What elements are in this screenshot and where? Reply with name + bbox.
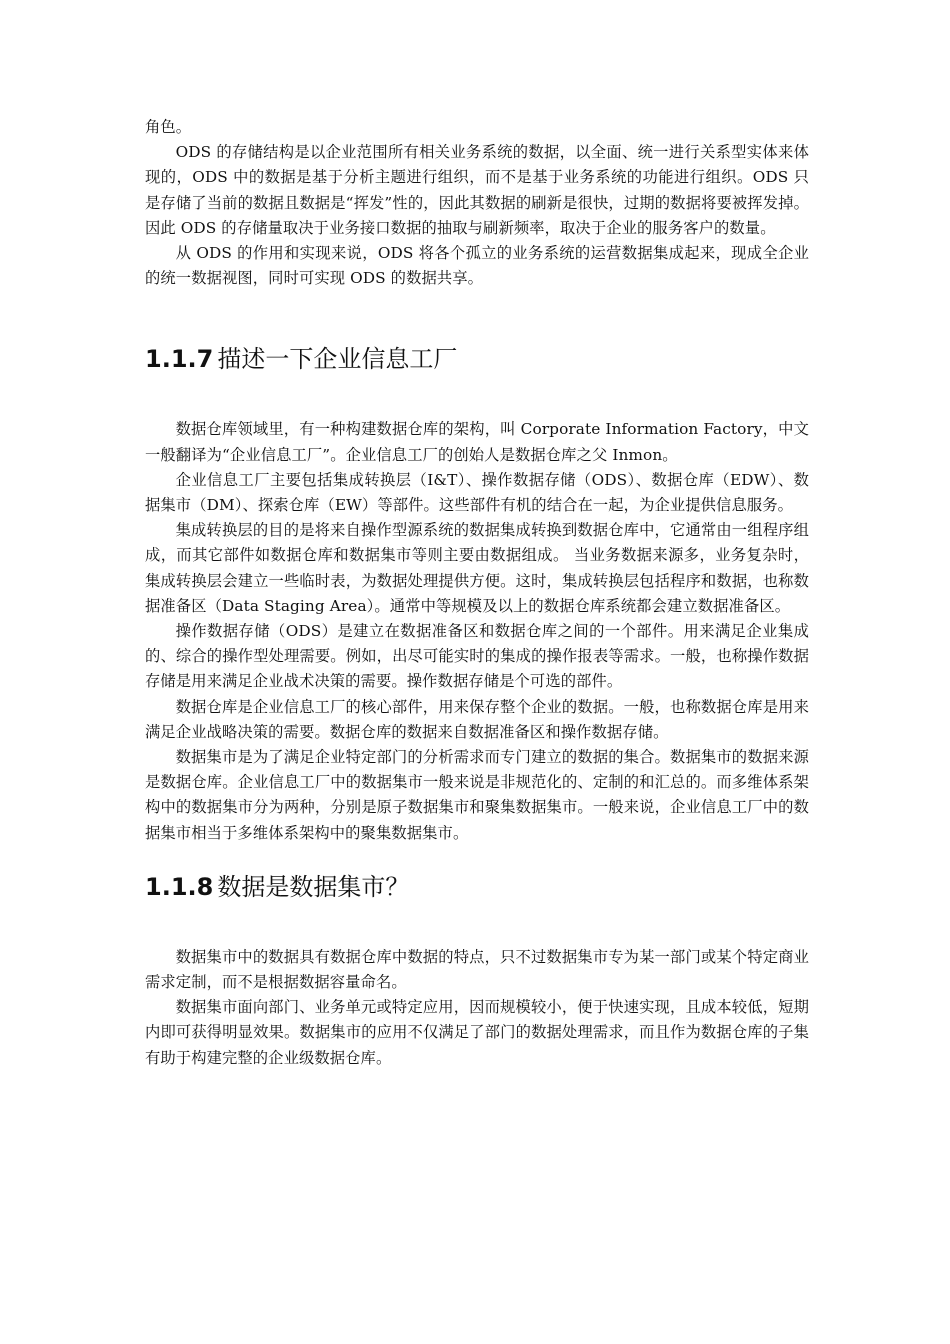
paragraph-ods: 操作数据存储（ODS）是建立在数据准备区和数据仓库之间的一个部件。用来满足企业集成的、综合的操作型处理需要。例如，出尽可能实时的集成的操作报表等需求。一般，也称操作数据存储是用来满足企业战术决策的需要。操作数据存储是个可选的部件。 <box>145 622 809 691</box>
paragraph-ods-role: 从 ODS 的作用和实现来说，ODS 将各个孤立的业务系统的运营数据集成起来，现成全企业的统一数据视图，同时可实现 ODS 的数据共享。 <box>145 244 809 288</box>
paragraph-ods-storage: ODS 的存储结构是以企业范围所有相关业务系统的数据，以全面、统一进行关系型实体来体现的，ODS 中的数据是基于分析主题进行组织，而不是基于业务系统的功能进行组织。ODS 只是存储了当前的数据且数据是“挥发”性的，因此其数据的刷新是很快，过期的数据将要被挥发掉。因此 ODS 的存储量取决于业务接口数据的抽取与刷新频率，取决于企业的服务客户的数量。 <box>145 143 809 237</box>
paragraph-integration-layer: 集成转换层的目的是将来自操作型源系统的数据集成转换到数据仓库中，它通常由一组程序组成，而其它部件如数据仓库和数据集市等则主要由数据组成。 当业务数据来源多，业务复杂时，集成转换层会建立一些临时表，为数据处理提供方便。这时，集成转换层包括程序和数据，也称数据准备区（Data Staging Area）。通常中等规模及以上的数据仓库系统都会建立数据准备区。 <box>145 521 809 615</box>
paragraph-cif-intro: 数据仓库领域里，有一种构建数据仓库的架构，叫 Corporate Information Factory，中文一般翻译为“企业信息工厂”。企业信息工厂的创始人是数据仓库之父 Inmon。 <box>145 420 809 464</box>
spacer <box>145 902 809 945</box>
paragraph-cif-components: 企业信息工厂主要包括集成转换层（I&T）、操作数据存储（ODS）、数据仓库（EDW）、数据集市（DM）、探索仓库（EW）等部件。这些部件有机的结合在一起，为企业提供信息服务。 <box>145 470 809 515</box>
document-page <box>145 115 809 1071</box>
paragraph-mart-benefits: 数据集市面向部门、业务单元或特定应用，因而规模较小，便于快速实现，且成本较低，短期内即可获得明显效果。数据集市的应用不仅满足了部门的数据处理需求，而且作为数据仓库的子集有助于构建完整的企业级数据仓库。 <box>145 998 809 1067</box>
paragraph-mart-definition: 数据集市中的数据具有数据仓库中数据的特点，只不过数据集市专为某一部门或某个特定商业需求定制，而不是根据数据容量命名。 <box>145 947 809 992</box>
spacer <box>145 291 809 344</box>
heading-number: 1.1.8 <box>145 872 214 901</box>
heading-number: 1.1.7 <box>145 345 214 374</box>
heading-title: 数据是数据集市？ <box>217 872 410 901</box>
spacer <box>145 846 809 872</box>
heading-title: 描述一下企业信息工厂 <box>217 345 458 374</box>
paragraph-continuation: 角色。 <box>145 118 192 136</box>
spacer <box>145 374 809 417</box>
heading-1-1-8 <box>145 872 809 902</box>
paragraph-data-warehouse: 数据仓库是企业信息工厂的核心部件，用来保存整个企业的数据。一般，也称数据仓库是用来满足企业战略决策的需要。数据仓库的数据来自数据准备区和操作数据存储。 <box>145 697 809 741</box>
paragraph-data-mart: 数据集市是为了满足企业特定部门的分析需求而专门建立的数据的集合。数据集市的数据来源是数据仓库。企业信息工厂中的数据集市一般来说是非规范化的、定制的和汇总的。而多维体系架构中的数据集市分为两种，分别是原子数据集市和聚集数据集市。一般来说，企业信息工厂中的数据集市相当于多维体系架构中的聚集数据集市。 <box>145 748 809 842</box>
heading-1-1-7 <box>145 344 809 374</box>
